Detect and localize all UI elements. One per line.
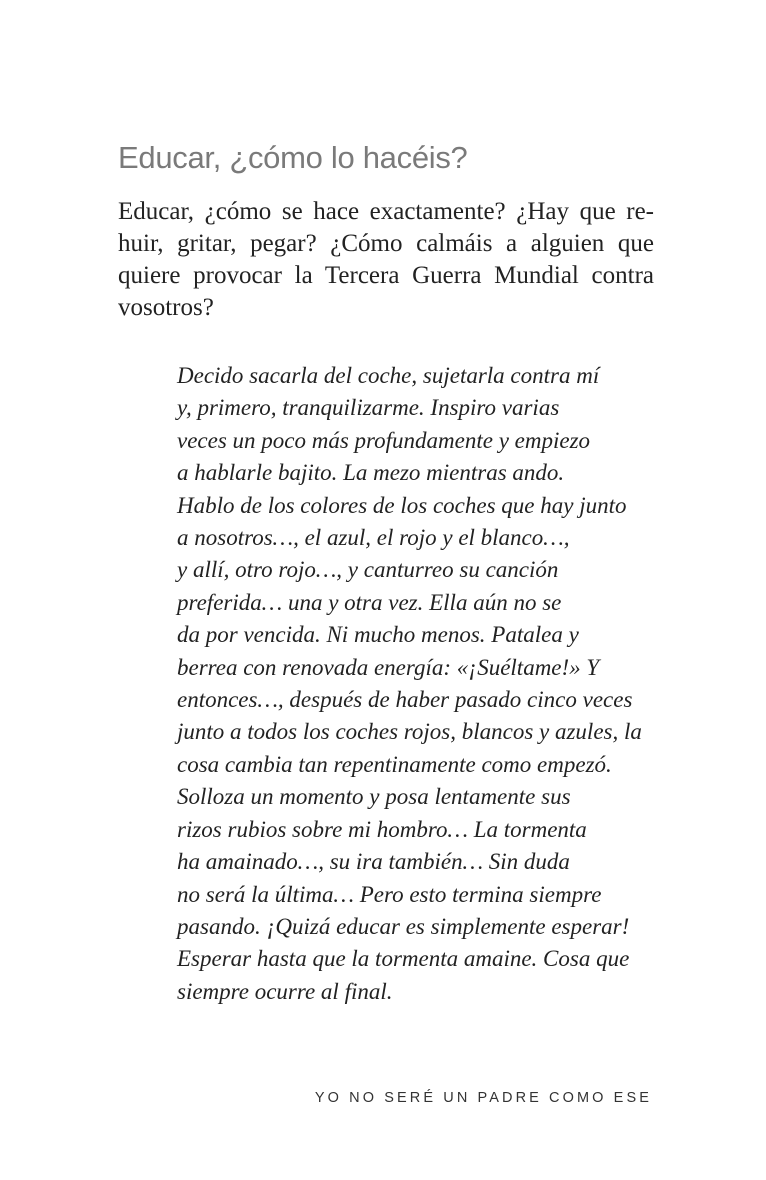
quote-line: a hablarle bajito. La mezo mientras ando. <box>177 460 565 486</box>
quote-line: y allí, otro rojo…, y canturreo su canción <box>177 557 559 583</box>
quote-line: preferida… una y otra vez. Ella aún no se <box>177 589 562 615</box>
quote-line: entonces…, después de haber pasado cinco veces <box>177 687 633 713</box>
quote-line: a nosotros…, el azul, el rojo y el blanco…, <box>177 525 570 551</box>
quote-line: ha amainado…, su ira también… Sin duda <box>177 849 570 875</box>
quote-line: Solloza un momento y posa lentamente sus <box>177 784 571 810</box>
intro-line: quiere provocar la Tercera Guerra Mundial contra <box>118 262 654 289</box>
quote-line: Decido sacarla del coche, sujetarla contra mí <box>177 363 600 388</box>
quote-line: y, primero, tranquilizarme. Inspiro varias <box>177 395 560 421</box>
quote-line: rizos rubios sobre mi hombro… La tormenta <box>177 816 587 842</box>
quote-line: junto a todos los coches rojos, blancos y azules, la <box>177 719 642 745</box>
section-title: Educar, ¿cómo lo hacéis? <box>118 140 468 175</box>
quote-line: veces un poco más profundamente y empiezo <box>177 427 591 453</box>
quote-line: da por vencida. Ni mucho menos. Patalea y <box>177 622 579 648</box>
quote-line: no será la última… Pero esto termina siempre <box>177 881 602 907</box>
quote-line: berrea con renovada energía: «¡Suéltame!» Y <box>177 654 600 680</box>
quote-line: Hablo de los colores de los coches que hay junto <box>177 492 627 518</box>
quote-line: Esperar hasta que la tormenta amaine. Cosa que <box>177 946 630 972</box>
quote-line: siempre ocurre al final. <box>177 978 393 1004</box>
running-footer: YO NO SERÉ UN PADRE COMO ESE <box>314 1090 652 1106</box>
intro-line: huir, gritar, pegar? ¿Cómo calmáis a alguien que <box>118 230 654 257</box>
intro-line: Educar, ¿cómo se hace exactamente? ¿Hay que re- <box>118 198 654 225</box>
quote-line: pasando. ¡Quizá educar es simplemente esperar! <box>177 913 630 939</box>
intro-paragraph <box>118 196 654 324</box>
intro-line: vosotros? <box>118 294 214 321</box>
quote-line: cosa cambia tan repentinamente como empezó. <box>177 751 612 777</box>
quoted-passage <box>177 360 655 1008</box>
